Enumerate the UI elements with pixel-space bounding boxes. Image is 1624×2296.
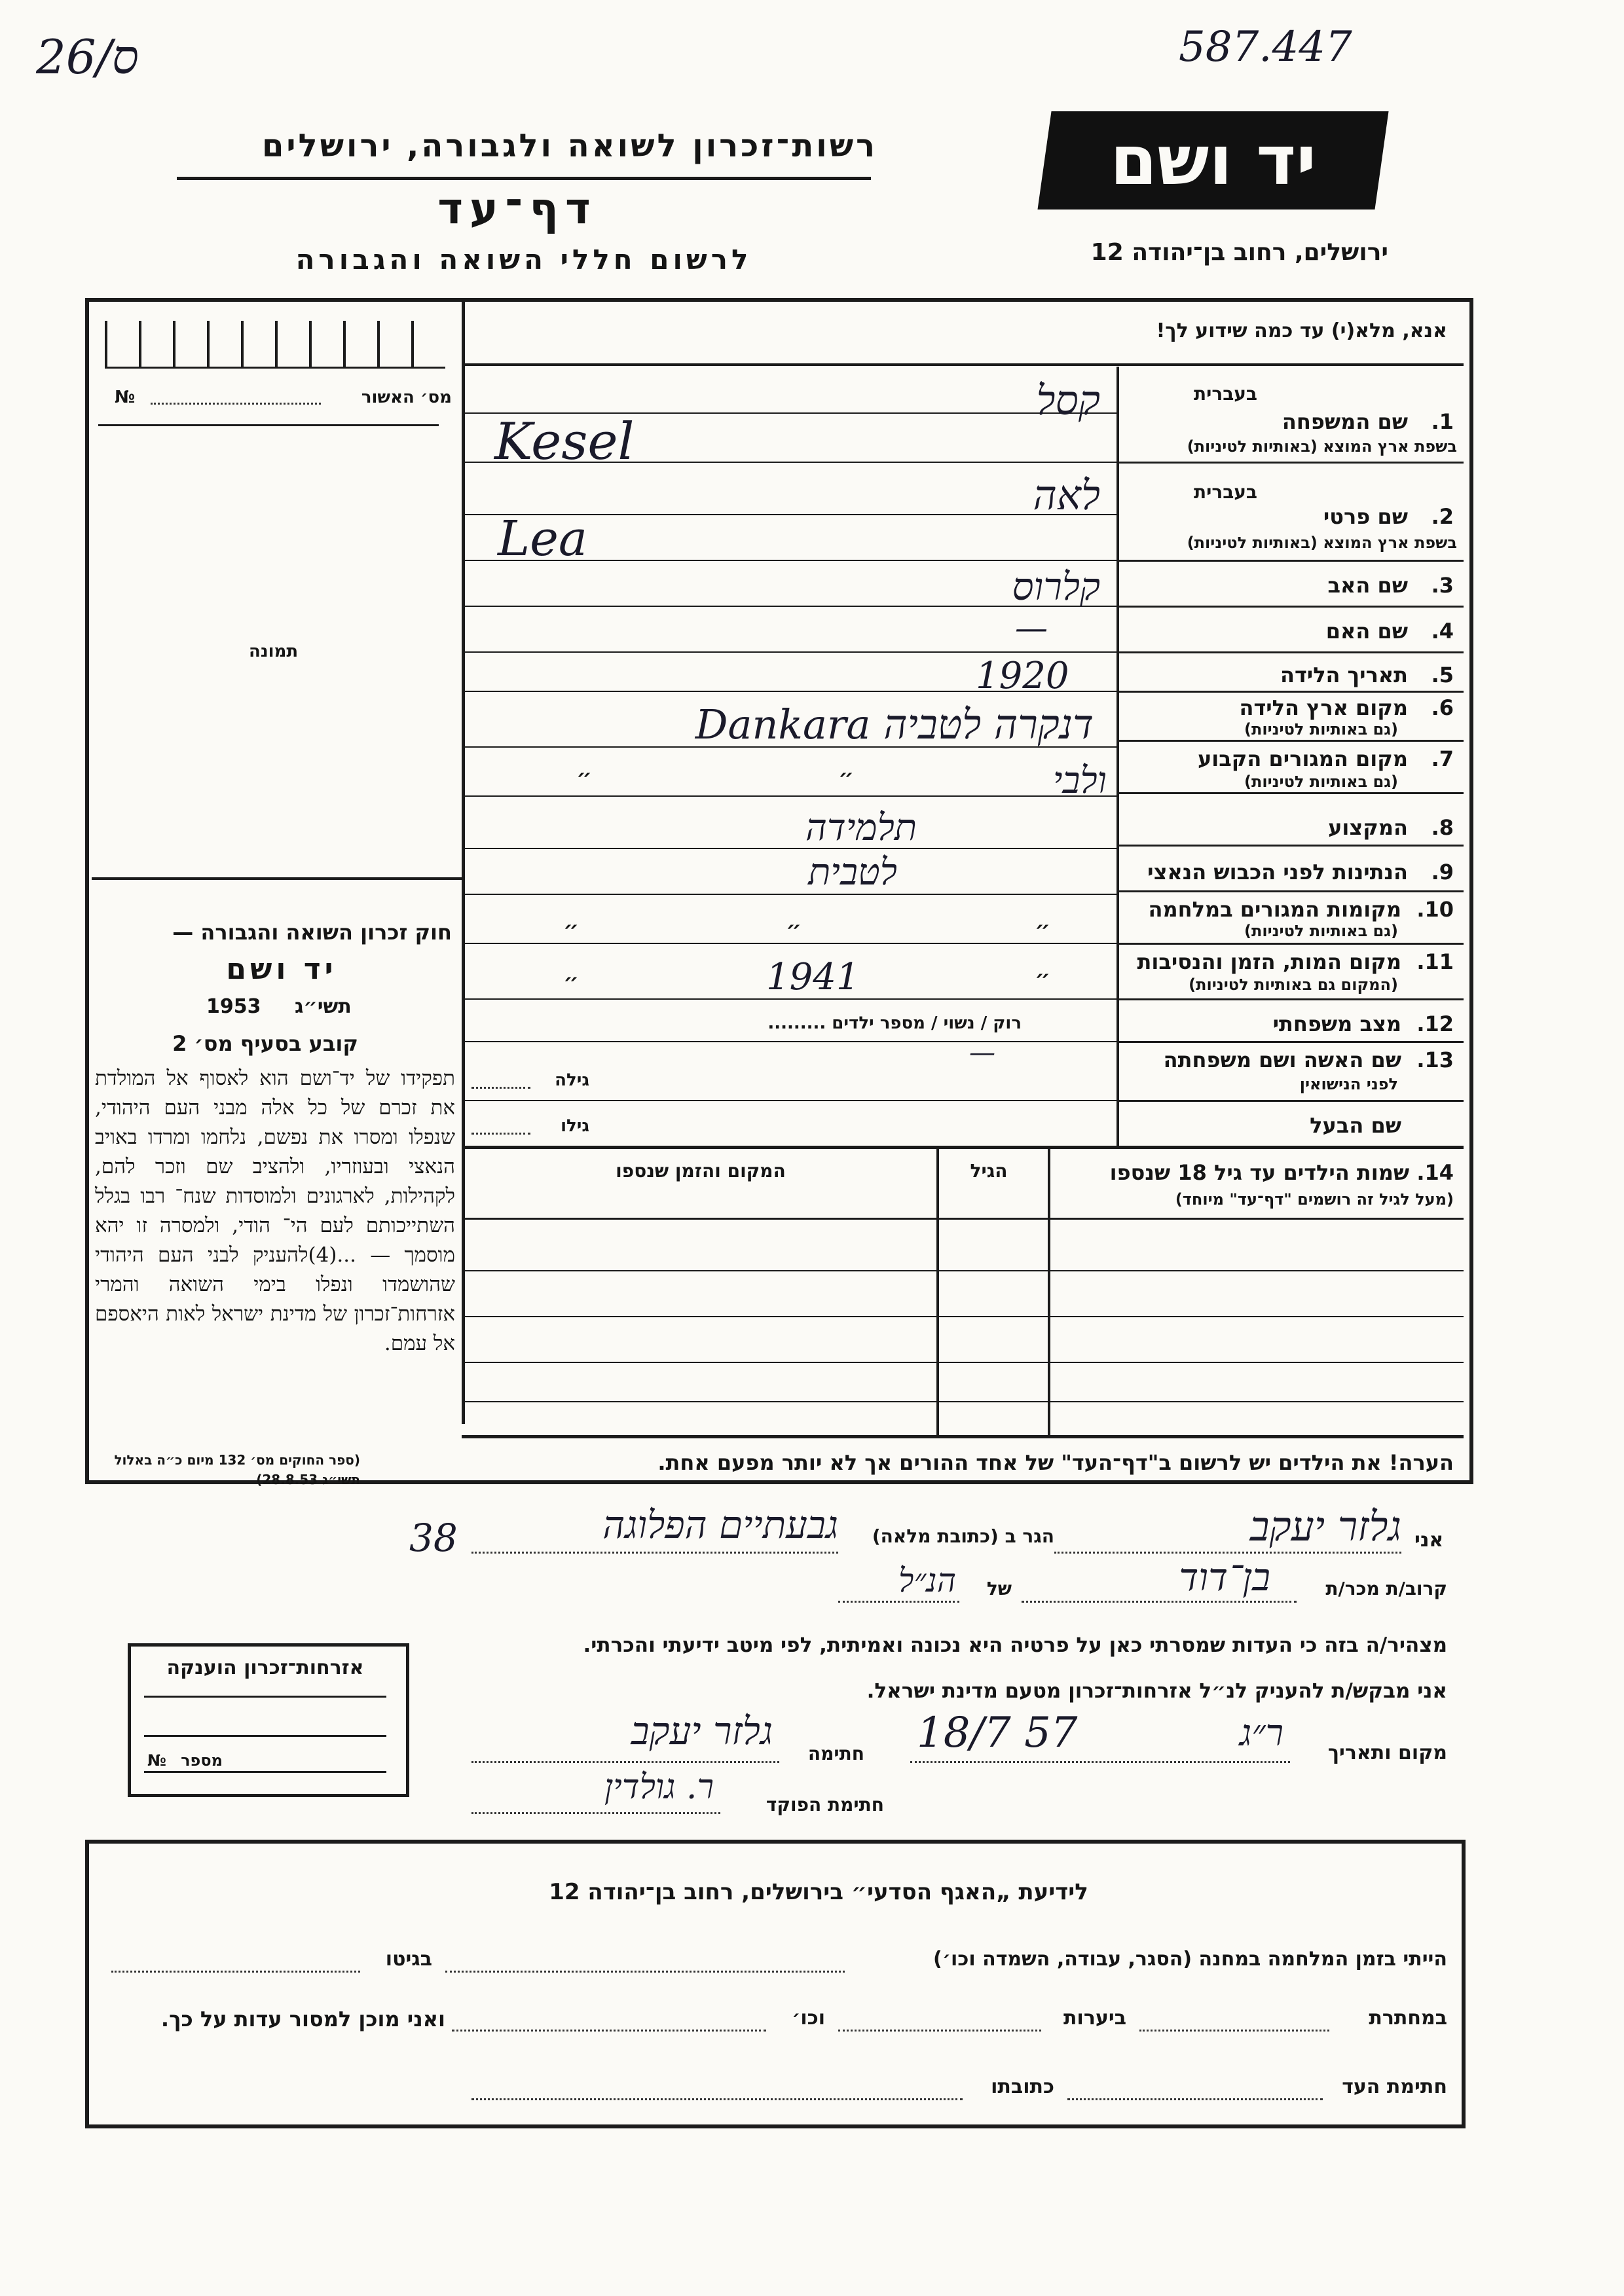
decl-relation-value[interactable]: בן־דוד: [1179, 1555, 1270, 1599]
decl-place-date-label: מקום ותאריך: [1327, 1741, 1447, 1764]
children-col-div-1: [936, 1146, 939, 1437]
field-10-sub: (גם באותיות לטיניות): [1244, 922, 1398, 940]
child-row-3: [462, 1362, 1464, 1363]
children-bottom-line: [462, 1435, 1464, 1438]
field-13-age-label: גילה: [555, 1070, 589, 1090]
approval-no-sign: №: [115, 388, 136, 407]
field-6-sub: (גם באותיות לטיניות): [1244, 720, 1398, 738]
field-13-number: 13.: [1416, 1048, 1454, 1072]
tick-baseline: [105, 367, 445, 369]
cert-box-line-3: [144, 1771, 386, 1773]
logo-text: יד ושם: [1110, 120, 1316, 200]
husband-age-label: גילו: [561, 1116, 589, 1136]
field-8-number: 8.: [1431, 815, 1454, 840]
bottom-line1-b: בגיטו: [385, 1948, 432, 1971]
corner-mark-top-right: 587.447: [1179, 23, 1352, 71]
bottom-line2-d: ואני מוכן למסור עדות על כך.: [160, 2007, 445, 2032]
decl-address-value[interactable]: גבעתיים הפלוגה: [602, 1503, 838, 1547]
field-11-ditto-2: ״: [563, 969, 580, 995]
field-7-sub: (גם באותיות לטיניות): [1244, 773, 1398, 791]
field-10-label: מקומות המגורים במלחמה: [1148, 897, 1401, 922]
cert-box-number-label: מספר: [181, 1751, 223, 1770]
approval-label: מס׳ האשור: [361, 388, 452, 407]
header-address: ירושלים, רחוב בן־יהודה 12: [1090, 239, 1388, 266]
law-clause: קובע בסעיף מס׳ 2: [172, 1031, 358, 1056]
decl-resident-label: הגר ב (כתובת מלאה): [872, 1525, 1054, 1547]
decl-place-date-field[interactable]: [910, 1761, 1290, 1763]
decl-address-field[interactable]: [471, 1552, 838, 1554]
field-8-value[interactable]: תלמידה: [805, 807, 917, 849]
field-1-label: שם המשפחה: [1282, 409, 1408, 434]
field-2-value-lat[interactable]: Lea: [498, 511, 588, 567]
children-top-line: [462, 1146, 1464, 1149]
field-5-value[interactable]: 1920: [976, 655, 1069, 697]
bottom-witness-signature-field[interactable]: [1067, 2098, 1323, 2100]
husband-age-field[interactable]: [471, 1133, 530, 1135]
children-col-div-2: [1048, 1146, 1050, 1437]
cert-box-title: אזרחות־זכרון הוענקה: [166, 1656, 364, 1679]
row-sep-6: [1116, 740, 1464, 742]
bottom-ghetto-field[interactable]: [111, 1971, 360, 1973]
form-title: דף־עד: [437, 183, 597, 234]
decl-signature-field[interactable]: [471, 1761, 779, 1763]
decl-official-field[interactable]: [471, 1812, 720, 1814]
children-label: 14. שמות הילדים עד גיל 18 שנספו: [1109, 1160, 1454, 1185]
field-6-label: מקום ארץ הלידה: [1239, 695, 1408, 720]
label-column-divider: [1116, 367, 1119, 1146]
field-1-sub: בשפת ארץ המוצא (באותיות לטיניות): [1187, 437, 1457, 456]
value-line-4: [462, 651, 1116, 653]
instruction-underline: [462, 363, 1464, 366]
decl-name-value[interactable]: גלזר יעקב: [1249, 1503, 1401, 1550]
law-logo: יד ושם: [226, 953, 337, 986]
value-line-9: [462, 894, 1116, 895]
bottom-line3-a: חתימת העד: [1342, 2075, 1447, 2098]
field-8-label: המקצוע: [1328, 815, 1408, 840]
decl-relation-label: קרוב/ת מכר/ת: [1325, 1578, 1447, 1599]
row-sep-9: [1116, 890, 1464, 892]
row-sep-10: [1116, 943, 1464, 945]
law-year-he: תשי״ג: [295, 995, 352, 1018]
row-sep-2: [1116, 560, 1464, 562]
row-sep-3: [1116, 606, 1464, 608]
field-6-value[interactable]: דנקרה לטביה Dankara: [695, 701, 1094, 748]
cert-box-line-1: [144, 1696, 386, 1698]
row-sep-5: [1116, 691, 1464, 693]
field-11-value[interactable]: 1941: [766, 956, 860, 998]
field-12-label: מצב משפחתי: [1272, 1011, 1401, 1036]
decl-statement: מצהיר/ה בזה כי העדות שמסרתי כאן על פרטיה היא נכונה ואמיתית, לפי מיטב ידיעתי והכרתי.: [583, 1633, 1447, 1657]
children-header-line: [462, 1218, 1464, 1220]
bottom-witness-address-field[interactable]: [471, 2098, 963, 2100]
child-row-4: [462, 1401, 1464, 1402]
value-line-10: [462, 943, 1116, 944]
bottom-separator: [85, 1840, 1466, 1844]
field-11-number: 11.: [1416, 949, 1454, 974]
field-11-ditto-1: ״: [1035, 966, 1051, 992]
law-year: 1953: [206, 995, 261, 1018]
row-sep-8: [1116, 845, 1464, 847]
bottom-line3-b: כתובתו: [991, 2075, 1054, 2098]
bottom-frame-left: [85, 1840, 89, 2128]
bottom-line1-a: הייתי בזמן המלחמה במחנה (הסגר, עבודה, השמדה וכו׳): [933, 1948, 1447, 1971]
org-line: רשות־זכרון לשואה ולגבורה, ירושלים: [261, 128, 877, 164]
org-underline: [177, 177, 871, 180]
field-2-sub: בשפת ארץ המוצא (באותיות לטיניות): [1187, 534, 1457, 552]
decl-place-value[interactable]: ר״ג: [1239, 1712, 1283, 1755]
row-sep-1: [1116, 462, 1464, 464]
field-1-lang: בעברית: [1193, 383, 1257, 405]
cert-box-line-2: [144, 1735, 386, 1737]
bottom-forests-field[interactable]: [838, 2030, 1041, 2032]
field-1-value-he[interactable]: קסל: [1036, 376, 1100, 424]
cert-box-no-sign: №: [147, 1751, 166, 1770]
field-12-value[interactable]: רוק / נשוי / מספר ילדים .........: [767, 1013, 1022, 1033]
field-4-number: 4.: [1431, 619, 1454, 644]
field-7-ditto-2: ״: [576, 765, 593, 791]
field-2-label: שם פרטי: [1323, 504, 1408, 529]
tick-marks: [105, 321, 445, 367]
decl-ani: אני: [1414, 1529, 1444, 1552]
corner-mark-top-left: 26/ס: [36, 29, 139, 84]
photo-label: תמונה: [249, 642, 299, 661]
field-7-value[interactable]: ולבי: [1052, 759, 1107, 802]
law-source: (ספר החוקים מס׳ 132 מיום כ״ה באלול תשי״ג 28.8.53): [114, 1452, 360, 1487]
decl-request: אני מבקש/ת להעניק לנ״ל אזרחות־זכרון מטעם מדינת ישראל.: [866, 1679, 1447, 1703]
child-row-2: [462, 1316, 1464, 1317]
left-column-divider: [462, 301, 465, 1424]
field-2-value-he[interactable]: לאה: [1033, 471, 1100, 519]
decl-house-no[interactable]: 38: [409, 1516, 458, 1560]
field-5-label: תאריך הלידה: [1280, 663, 1408, 687]
bottom-line2-c: וכו׳: [792, 2007, 825, 2030]
field-11-sub: (המקום גם באותיות לטיניות): [1189, 975, 1398, 994]
children-note: הערה! את הילדים יש לרשום ב"דף־העד" של אחד ההורים אך לא יותר מפעם אחת.: [657, 1450, 1454, 1475]
bottom-etc-field[interactable]: [452, 2030, 766, 2032]
bottom-title: לידיעת „האגף הסדעי״ בירושלים, רחוב בן־יהודה 12: [549, 1879, 1088, 1905]
field-2-number: 2.: [1431, 504, 1454, 529]
value-line-11: [462, 998, 1116, 1000]
child-row-1: [462, 1270, 1464, 1271]
field-9-value[interactable]: לטבית: [808, 851, 897, 894]
field-1-value-lat[interactable]: Kesel: [494, 412, 635, 471]
approval-underline: [98, 424, 439, 426]
value-line-13: [462, 1100, 1116, 1101]
field-3-label: שם האב: [1327, 573, 1408, 598]
bottom-line2-a: במחתרת: [1369, 2007, 1447, 2030]
photo-bottom-line: [92, 877, 462, 880]
field-4-value[interactable]: —: [1015, 609, 1048, 647]
decl-official-value[interactable]: ר. גולדין: [604, 1768, 714, 1807]
row-sep-13: [1116, 1100, 1464, 1102]
field-3-value[interactable]: קלרוס: [1012, 564, 1100, 609]
bottom-frame-base: [85, 2124, 1466, 2128]
field-10-number: 10.: [1416, 897, 1454, 922]
value-line-12: [462, 1041, 1116, 1042]
field-10-ditto-2: ״: [786, 917, 802, 943]
field-7-ditto-1: ״: [838, 765, 855, 791]
decl-of-field[interactable]: [838, 1601, 959, 1603]
top-instruction: אנא, מלא(י) עד כמה שידוע לך!: [1156, 319, 1447, 342]
field-10-ditto-3: ״: [563, 917, 580, 943]
law-body: תפקידו של יד־ושם הוא לאסוף אל המולדת את זכרם של כל אלה מבני העם היהודי, שנפלו ומסרו את נפשם, נלחמו ומרדו באויב הנאצי ובעוזריו, ולהציב שם וזכר להם, לקהילות, לארגונים ולמוסדות שנח־ רבו בגלל השתייכותם לעם הי־ הודי, ולמסרה זו יהא מוסמך — ...(4)להעניק לבני העם היהודי שהושמדו ונפלו בימי השואה והמרי אזרחות־זכרון של מדינת ישראל לאות היאספם אל עמם.: [95, 1066, 455, 1355]
field-13-value[interactable]: —: [969, 1038, 995, 1068]
law-title: חוק זכרון השואה והגבורה —: [172, 920, 452, 945]
decl-date-value[interactable]: 18/7 57: [917, 1709, 1078, 1757]
approval-field[interactable]: [151, 403, 321, 405]
decl-name-field[interactable]: [1054, 1552, 1401, 1554]
field-12-number: 12.: [1416, 1011, 1454, 1036]
form-subtitle: לרשום חללי השואה והגבורה: [295, 244, 752, 276]
field-9-number: 9.: [1431, 860, 1454, 884]
decl-of-label: של: [986, 1578, 1012, 1599]
field-13-sub: לפני הנישואין: [1299, 1075, 1398, 1093]
field-7-number: 7.: [1431, 746, 1454, 771]
row-sep-12: [1116, 1041, 1464, 1043]
field-10-ditto-1: ״: [1035, 917, 1051, 943]
field-9-label: הנתינות לפני הכבוש הנאצי: [1147, 860, 1408, 884]
decl-official-label: חתימת הפוקד: [766, 1794, 884, 1815]
field-7-label: מקום המגורים הקבוע: [1197, 746, 1408, 771]
field-13-age-field[interactable]: [471, 1087, 530, 1089]
children-sub: (מעל לגיל זה רושמים "דף־עד" מיוחד): [1175, 1190, 1454, 1209]
bottom-frame-right: [1462, 1840, 1466, 2128]
decl-signature-value[interactable]: גלזר יעקב: [631, 1709, 773, 1753]
decl-signature-label: חתימה: [807, 1743, 864, 1764]
field-5-number: 5.: [1431, 663, 1454, 687]
decl-relation-field[interactable]: [1022, 1601, 1297, 1603]
row-sep-4: [1116, 651, 1464, 653]
field-2-lang: בעברית: [1193, 481, 1257, 503]
decl-of-value[interactable]: הנ״ל: [898, 1561, 956, 1599]
bottom-line2-b: ביערות: [1063, 2007, 1126, 2030]
field-6-number: 6.: [1431, 695, 1454, 720]
children-col-place: המקום והזמן שנספו: [616, 1160, 786, 1182]
field-3-number: 3.: [1431, 573, 1454, 598]
bottom-camp-field[interactable]: [445, 1971, 845, 1973]
husband-label: שם הבעל: [1310, 1113, 1401, 1138]
field-4-label: שם האם: [1325, 619, 1408, 644]
field-11-label: מקום המות, הזמן והנסיבות: [1137, 949, 1401, 974]
field-1-number: 1.: [1431, 409, 1454, 434]
row-sep-11: [1116, 998, 1464, 1000]
field-13-label: שם האשה ושם משפחתה: [1163, 1048, 1401, 1072]
row-sep-7: [1116, 792, 1464, 794]
bottom-underground-field[interactable]: [1139, 2030, 1329, 2032]
children-col-age: הגיל: [970, 1160, 1008, 1182]
